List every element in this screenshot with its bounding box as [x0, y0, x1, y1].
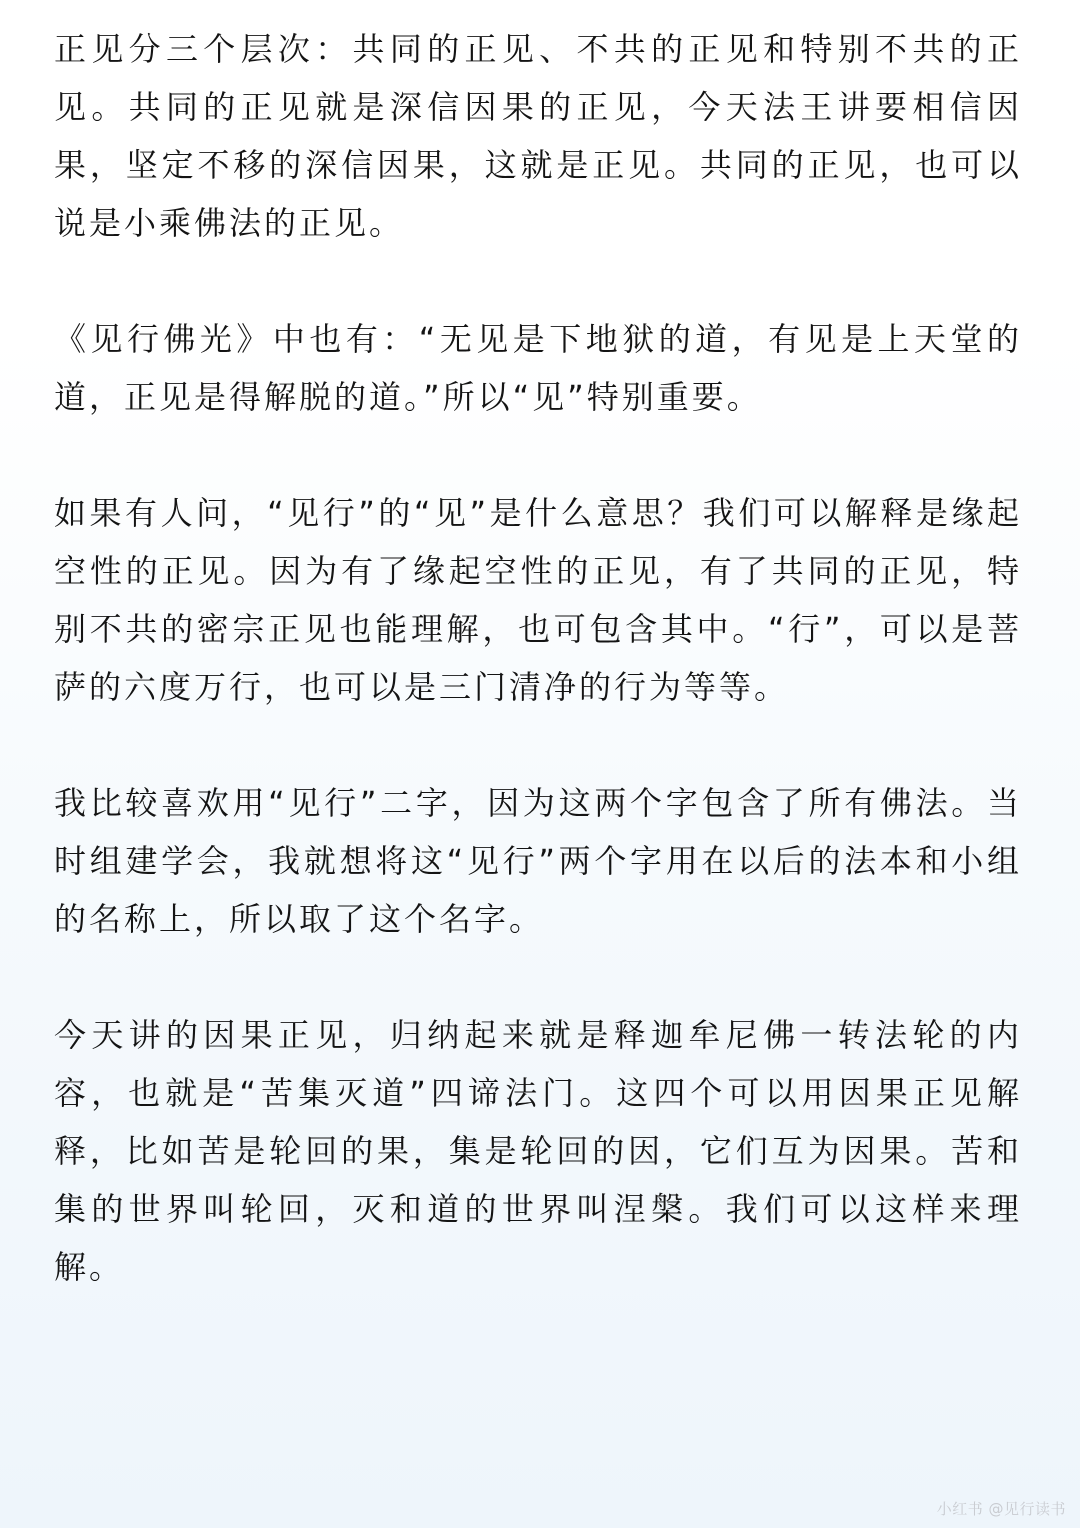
- paragraph-2: 《见行佛光》中也有：“无见是下地狱的道，有见是上天堂的道，正见是得解脱的道。”所以“见”特别重要。: [54, 320, 1022, 416]
- paragraph-5: 今天讲的因果正见，归纳起来就是释迦牟尼佛一转法轮的内容，也就是“苦集灭道”四谛法门。这四个可以用因果正见解释，比如苦是轮回的果，集是轮回的因，它们互为因果。苦和集的世界叫轮回，灭和道的世界叫涅槃。我们可以这样来理解。: [54, 1016, 1022, 1286]
- paragraph-3: 如果有人问，“见行”的“见”是什么意思？我们可以解释是缘起空性的正见。因为有了缘起空性的正见，有了共同的正见，特别不共的密宗正见也能理解，也可包含其中。“行”，可以是菩萨的六度万行，也可以是三门清净的行为等等。: [54, 494, 1022, 706]
- paragraph-4: 我比较喜欢用“见行”二字，因为这两个字包含了所有佛法。当时组建学会，我就想将这“见行”两个字用在以后的法本和小组的名称上，所以取了这个名字。: [54, 784, 1022, 938]
- watermark: 小红书 @见行读书: [936, 1500, 1066, 1518]
- paragraph-1: 正见分三个层次：共同的正见、不共的正见和特别不共的正见。共同的正见就是深信因果的正见，今天法王讲要相信因果，坚定不移的深信因果，这就是正见。共同的正见，也可以说是小乘佛法的正见。: [54, 30, 1022, 242]
- article-body: [54, 20, 1022, 1296]
